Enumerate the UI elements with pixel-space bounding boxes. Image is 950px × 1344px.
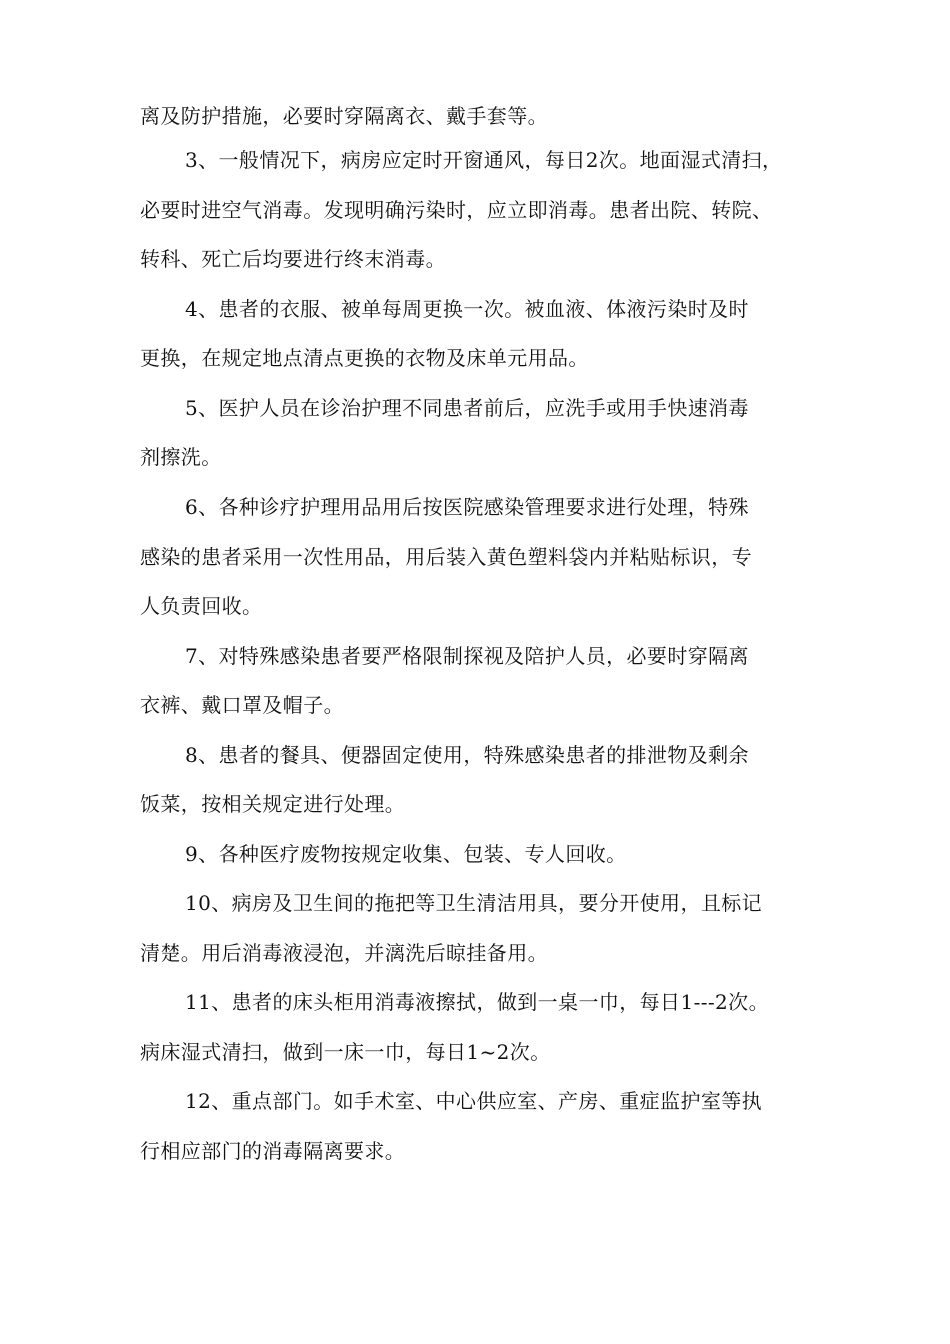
item-8-line-1: 8、患者的餐具、便器固定使用，特殊感染患者的排泄物及剩余 — [185, 743, 749, 767]
item-9-line-1: 9、各种医疗废物按规定收集、包装、专人回收。 — [185, 842, 627, 866]
item-12-line-1: 12、重点部门。如手术室、中心供应室、产房、重症监护室等执 — [185, 1089, 763, 1113]
item-12-line-2: 行相应部门的消毒隔离要求。 — [140, 1139, 406, 1163]
item-11-line-1: 11、患者的床头柜用消毒液擦拭，做到一桌一巾，每日1---2次。 — [185, 990, 769, 1014]
item-10-line-2: 清楚。用后消毒液浸泡，并漓洗后晾挂备用。 — [140, 941, 548, 965]
item-6-line-3: 人负责回收。 — [140, 594, 263, 618]
item-3-line-1: 3、一般情况下，病房应定时开窗通风，每日2次。地面湿式清扫， — [185, 148, 783, 172]
item-4-line-2: 更换，在规定地点清点更换的衣物及床单元用品。 — [140, 346, 589, 370]
item-6-line-2: 感染的患者采用一次性用品，用后装入黄色塑料袋内并粘贴标识，专 — [140, 545, 752, 569]
item-7-line-2: 衣裤、戴口罩及帽子。 — [140, 693, 344, 717]
text-line: 离及防护措施，必要时穿隔离衣、戴手套等。 — [140, 104, 548, 128]
item-3-line-3: 转科、死亡后均要进行终末消毒。 — [140, 247, 446, 271]
item-10-line-1: 10、病房及卫生间的拖把等卫生清洁用具，要分开使用，且标记 — [185, 891, 763, 915]
item-3-line-2: 必要时进空气消毒。发现明确污染时，应立即消毒。患者出院、转院、 — [140, 198, 773, 222]
item-6-line-1: 6、各种诊疗护理用品用后按医院感染管理要求进行处理，特殊 — [185, 495, 749, 519]
item-5-line-2: 剂擦洗。 — [140, 445, 222, 469]
item-7-line-1: 7、对特殊感染患者要严格限制探视及陪护人员，必要时穿隔离 — [185, 644, 749, 668]
item-4-line-1: 4、患者的衣服、被单每周更换一次。被血液、体液污染时及时 — [185, 297, 749, 321]
item-8-line-2: 饭菜，按相关规定进行处理。 — [140, 792, 406, 816]
item-5-line-1: 5、医护人员在诊治护理不同患者前后，应洗手或用手快速消毒 — [185, 396, 749, 420]
item-11-line-2: 病床湿式清扫，做到一床一巾，每日1~2次。 — [140, 1040, 551, 1064]
